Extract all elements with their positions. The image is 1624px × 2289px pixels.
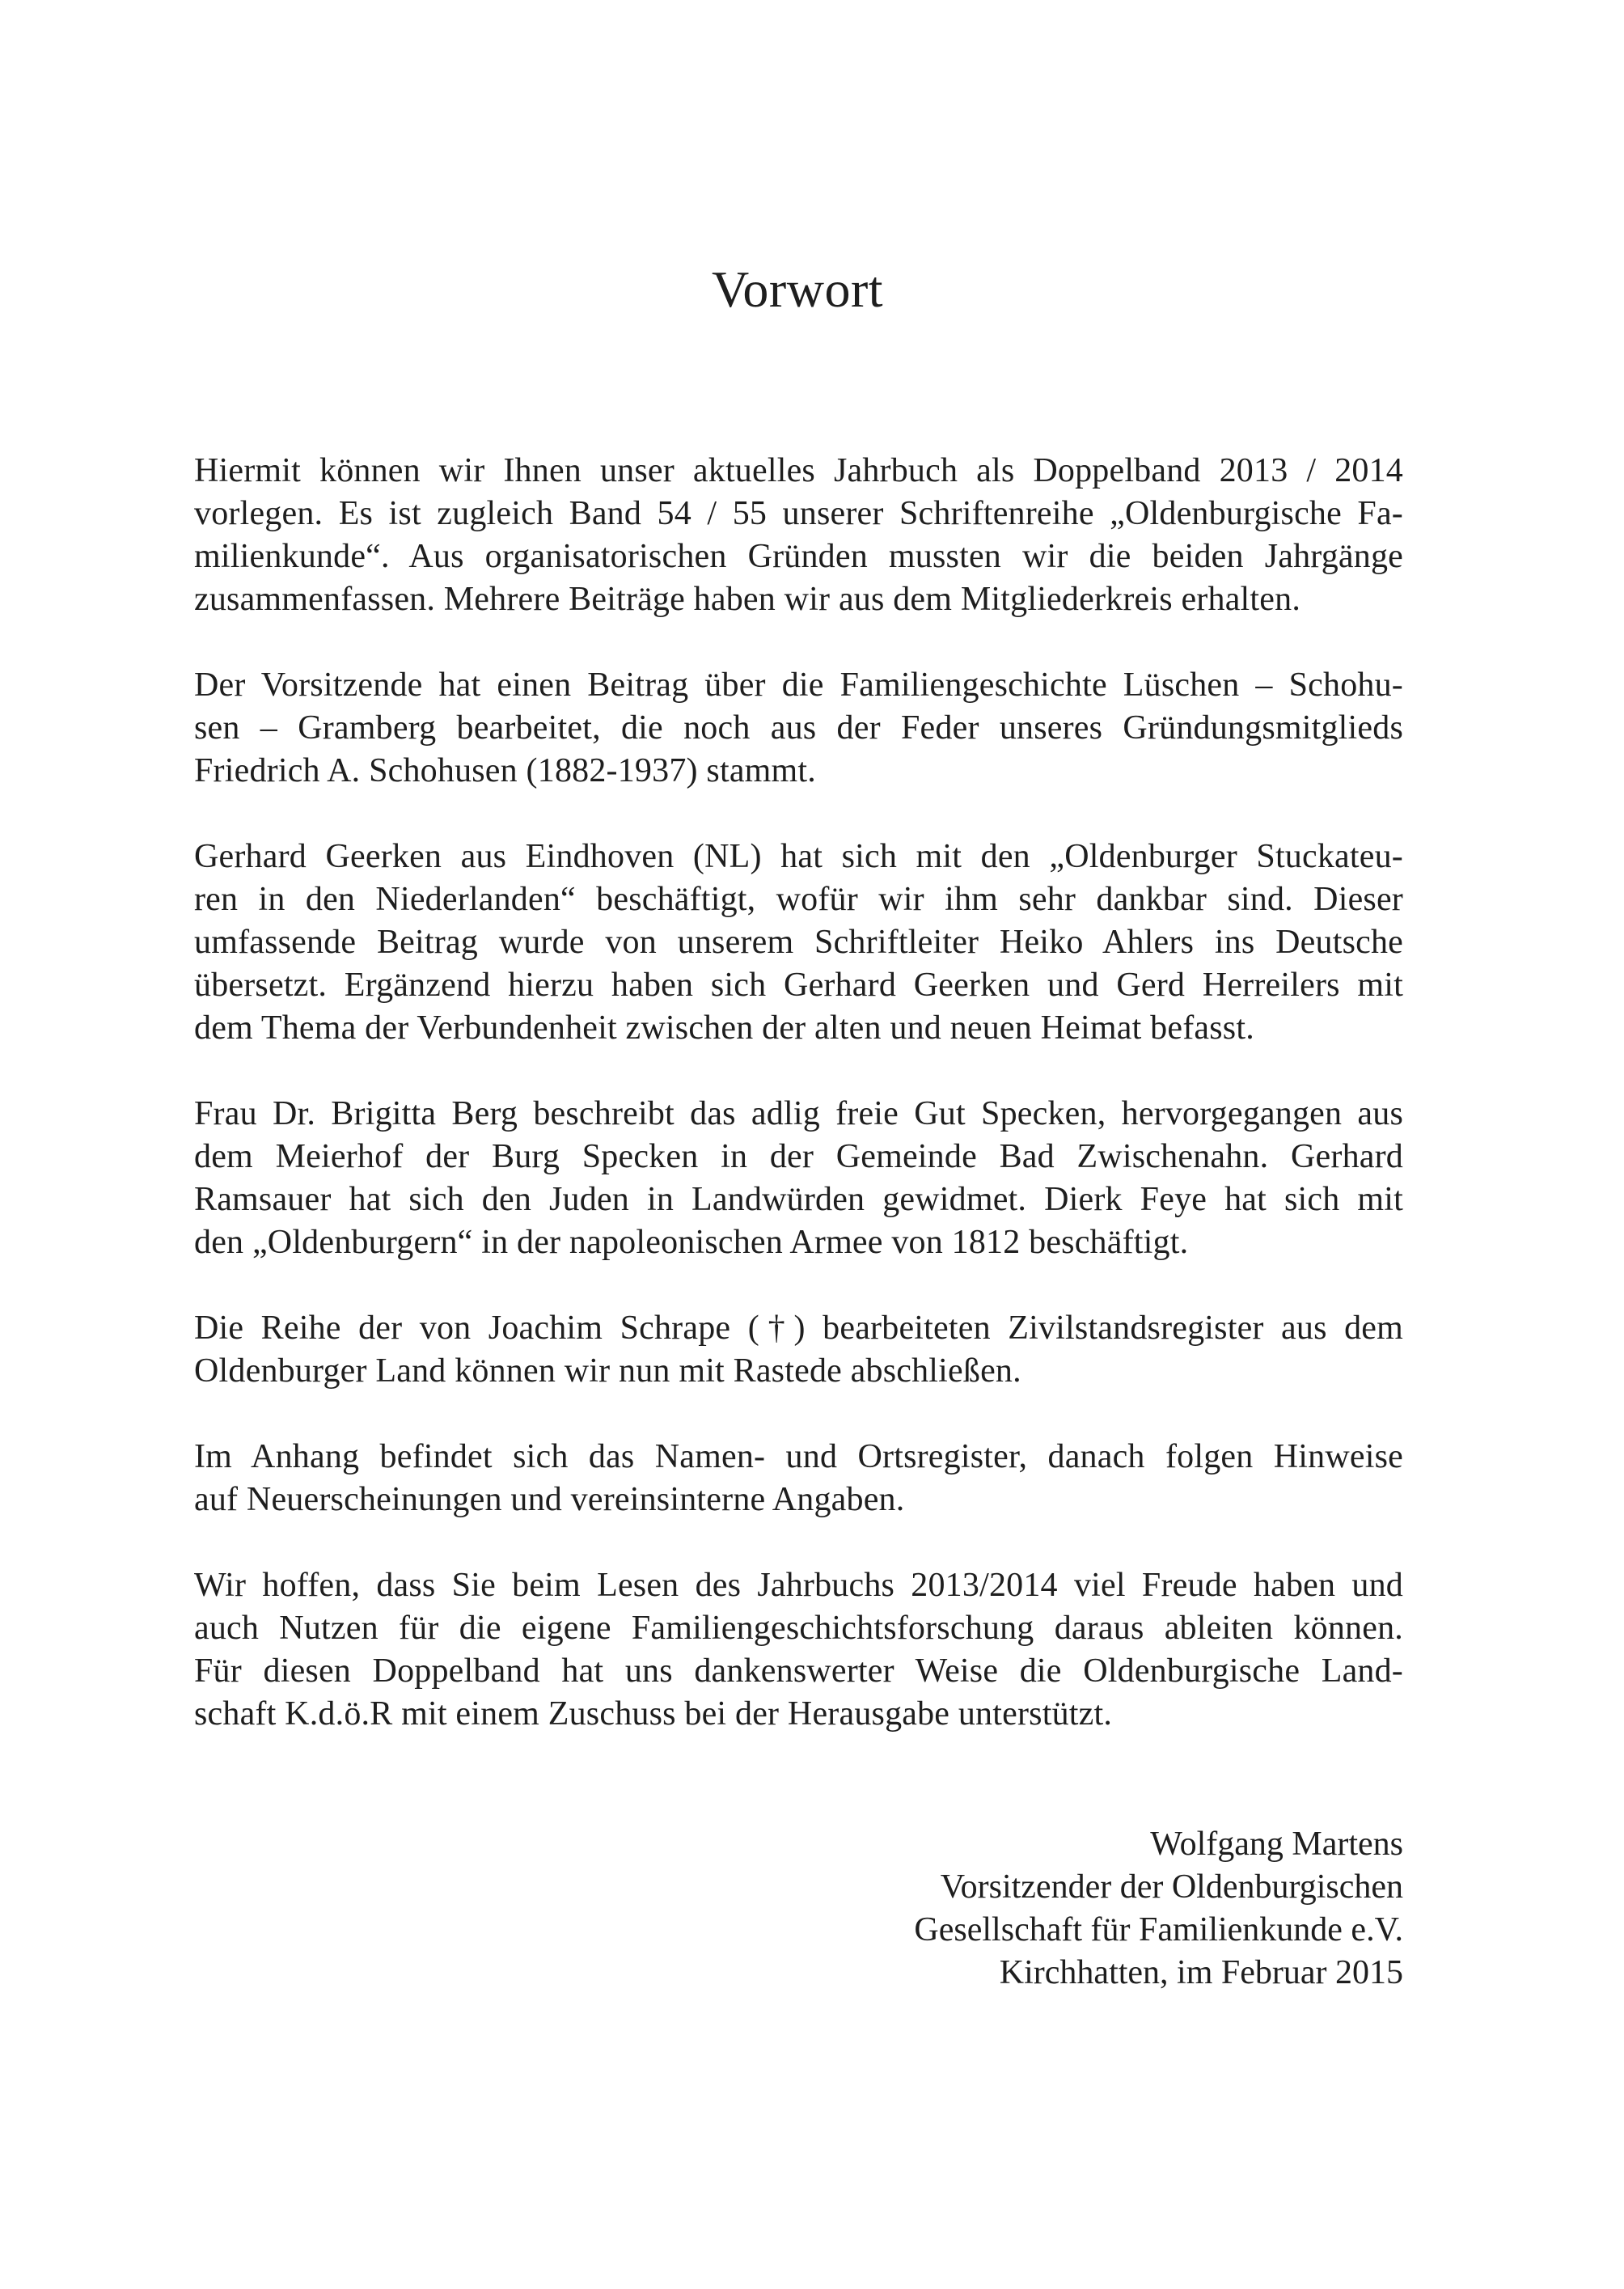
text-line: Im Anhang befindet sich das Namen- und Ortsregister, danach folgen Hinweise [194,1438,1403,1475]
text-line: den „Oldenburgern“ in der napoleonischen Armee von 1812 beschäftigt. [194,1224,1189,1261]
text-line: schaft K.d.ö.R mit einem Zuschuss bei der Herausgabe unterstützt. [194,1695,1113,1733]
signatory-organization: Gesellschaft für Familienkunde e.V. [914,1911,1403,1948]
text-line: milienkunde“. Aus organisatorischen Gründen mussten wir die beiden Jahrgänge [194,538,1403,575]
signature-block [914,1823,1403,1995]
text-line: auf Neuerscheinungen und vereinsinterne Angaben. [194,1481,905,1518]
text-line: umfassende Beitrag wurde von unserem Schriftleiter Heiko Ahlers ins Deutsche [194,924,1403,961]
text-line: dem Meierhof der Burg Specken in der Gemeinde Bad Zwischenahn. Gerhard [194,1138,1403,1175]
text-line: sen – Gramberg bearbeitet, die noch aus der Feder unseres Gründungsmitglieds [194,709,1403,747]
foreword-body [194,450,1403,1779]
text-line: dem Thema der Verbundenheit zwischen der alten und neuen Heimat befasst. [194,1009,1254,1047]
text-line: Wir hoffen, dass Sie beim Lesen des Jahrbuchs 2013/2014 viel Freude haben und [194,1567,1403,1604]
paragraph-7 [194,1564,1403,1736]
text-line: Der Vorsitzende hat einen Beitrag über die Familiengeschichte Lüschen – Schohu- [194,666,1403,704]
text-line: ren in den Niederlanden“ beschäftigt, wofür wir ihm sehr dankbar sind. Dieser [194,881,1403,918]
page-title: Vorwort [711,260,884,318]
paragraph-3 [194,836,1403,1050]
text-line: Für diesen Doppelband hat uns dankenswerter Weise die Oldenburgische Land- [194,1652,1403,1690]
signatory-role: Vorsitzender der Oldenburgischen [940,1868,1403,1906]
paragraph-5 [194,1307,1403,1393]
text-line: zusammenfassen. Mehrere Beiträge haben wir aus dem Mitgliederkreis erhalten. [194,581,1301,618]
text-line: Gerhard Geerken aus Eindhoven (NL) hat sich mit den „Oldenburger Stuckateu- [194,838,1403,875]
paragraph-4 [194,1093,1403,1264]
paragraph-6 [194,1436,1403,1521]
text-line: Die Reihe der von Joachim Schrape (†) bearbeiteten Zivilstandsregister aus dem [194,1310,1403,1347]
text-line: Oldenburger Land können wir nun mit Rastede abschließen. [194,1352,1021,1390]
text-line: Friedrich A. Schohusen (1882-1937) stammt. [194,752,816,789]
text-line: vorlegen. Es ist zugleich Band 54 / 55 unserer Schriftenreihe „Oldenburgische Fa- [194,495,1403,532]
place-and-date: Kirchhatten, im Februar 2015 [999,1954,1403,1991]
paragraph-2 [194,664,1403,793]
paragraph-1 [194,450,1403,621]
signatory-name: Wolfgang Martens [1150,1826,1403,1863]
text-line: Frau Dr. Brigitta Berg beschreibt das adlig freie Gut Specken, hervorgegangen aus [194,1095,1403,1132]
text-line: übersetzt. Ergänzend hierzu haben sich Gerhard Geerken und Gerd Herreilers mit [194,967,1403,1004]
text-line: Ramsauer hat sich den Juden in Landwürden gewidmet. Dierk Feye hat sich mit [194,1181,1403,1218]
text-line: Hiermit können wir Ihnen unser aktuelles Jahrbuch als Doppelband 2013 / 2014 [194,452,1403,489]
text-line: auch Nutzen für die eigene Familiengeschichtsforschung daraus ableiten können. [194,1610,1403,1647]
